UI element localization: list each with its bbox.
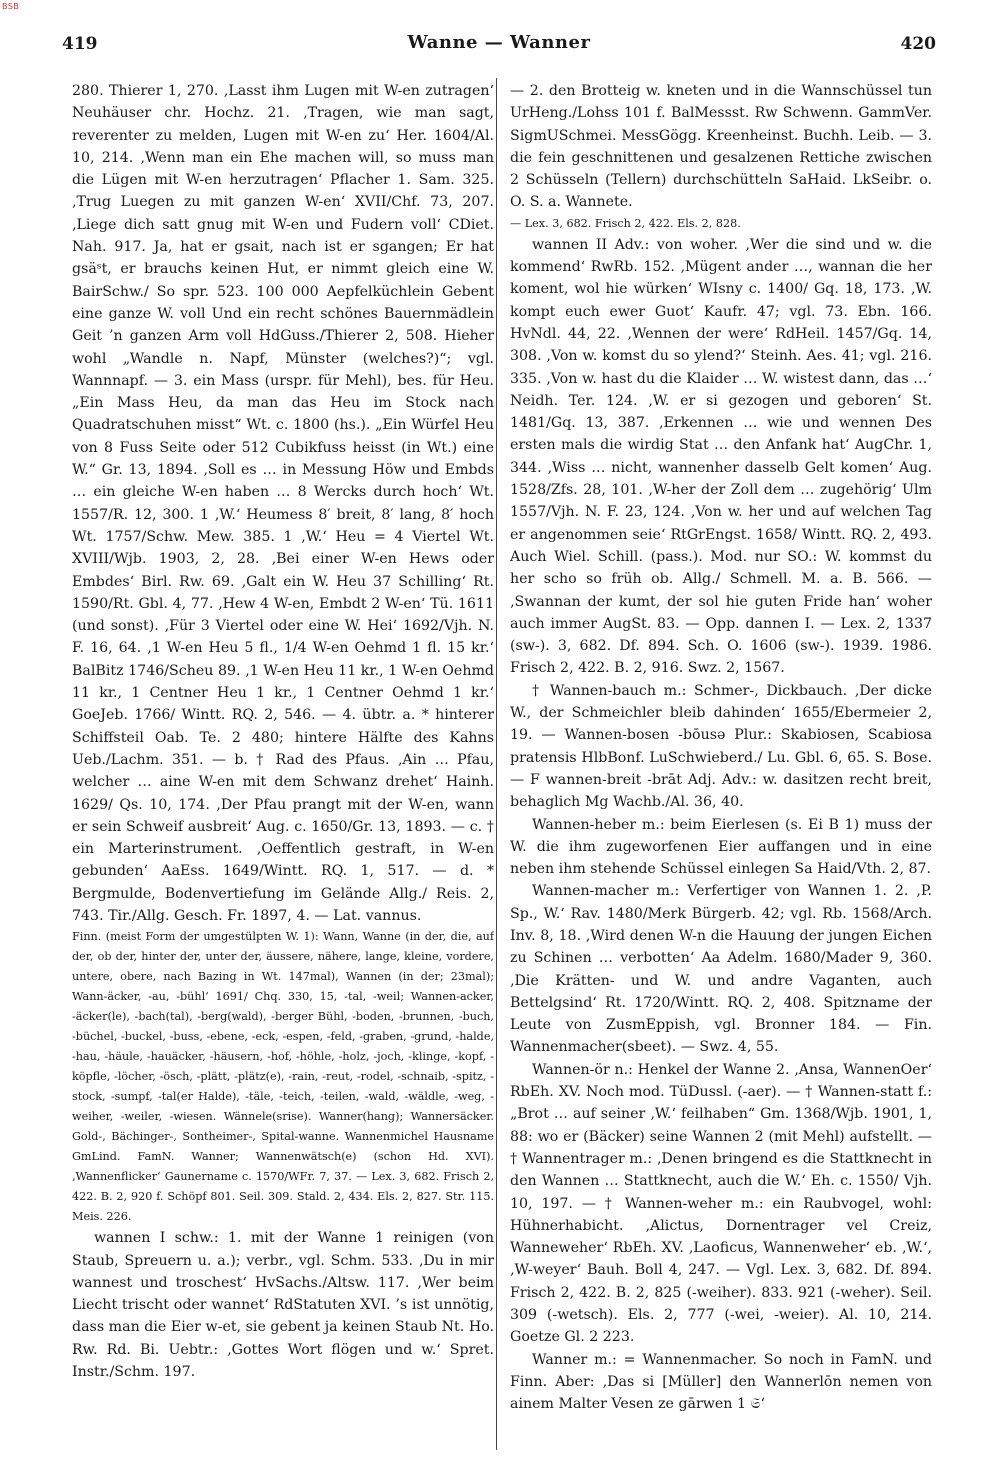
entry-wannen-i: wannen I schw.: 1. mit der Wanne 1 reinigen (von Staub, Spreuern u. a.); verbr., vgl. Schm. 533. ‚Du in mir wannest und troschest‘ HvSachs./Altsw. 117. ‚Wer beim Liecht trischt oder wannet‘ RdStatuten XVI. ’s ist unnötig, dass man die Eier w-et, sie gebent ja keinen Staub Nt. Ho. Rw. Rd. Bi. Uebtr.: ‚Gottes Wort flögen und w.‘ Spret. Instr./Schm. 197. <box>72 1230 494 1381</box>
entry-wannen-macher: Wannen-macher m.: Verfertiger von Wannen 1. 2. ‚P. Sp., W.‘ Rav. 1480/Merk Bürgerb. 42; vgl. Rb. 1568/Arch. Inv. 8, 18. ‚Wird denen W-n die Hauung der jungen Eichen zu Schinen … verbotten‘ Aa Adelm. 1680/Mader 9, 360. ‚Die Krätten- und W. und andre Vaganten, auch Bettelgsind‘ Rt. 1720/Wintt. RQ. 2, 408. Spitzname der Leute von ZusmEppish, vgl. Bronner 184. — Fin. Wannenmacher(sbeet). — Swz. 4, 55. <box>510 883 932 1056</box>
library-stamp: BSB <box>2 2 20 11</box>
column-divider <box>496 78 497 1450</box>
entry-paragraph: — 2. den Brotteig w. kneten und in die Wannschüssel tun UrHeng./Lohss 101 f. BalMessst. Rw Schwenn. GammVer. SigmUSchmei. MessGögg. Kreenheinst. Buchh. Leib. — 3. die fein geschnittenen und gesalzenen Rettiche zwischen 2 Schüsseln (Tellern) durchschütteln SaHaid. LkSeibr. o. O. S. a. Wannete. <box>510 83 932 211</box>
entry-references: Finn. (meist Form der umgestülpten W. 1): Wann, Wanne (in der, die, auf der, ob der, hinter der, unter der, äussere, nähere, lange, kleine, vordere, untere, obere, nach Bazing in Wt. 147mal), Wannen (in der; 23mal); Wann-äcker, -au, -bühl‘ 1691/ Chq. 330, 15, -tal, -weil; Wannen-acker, -äcker(le), -bach(tal), -berg(wald), -berger Bühl, -boden, -brunnen, -buch, -büchel, -buckel, -buss, -ebene, -eck, -espen, -feld, -graben, -grund, -halde, -hau, -häule, -hauäcker, -häusern, -hof, -höhle, -holz, -joch, -klinge, -kopf, -köpfle, -löcher, -ösch, -plätt, -plätz(e), -rain, -reut, -rodel, -schnaib, -spitz, -stock, -sumpf, -tal(er Halde), -täle, -teich, -teilen, -wald, -wäldle, -weg, -weiher, -weiler, -wiesen. Wännele(srise). Wanner(hang); Wannersäcker. Gold-, Bächinger-, Sontheimer-, Spital-wanne. Wannenmichel Hausname GmLind. FamN. Wanner; Wannenwätsch(e) (schon Hd. XVI). ‚Wannenflicker‘ Gaunername c. 1570/WFr. 7, 37. — Lex. 3, 682. Frisch 2, 422. B. 2, 920 f. Schöpf 801. Seil. 309. Stald. 2, 434. Els. 2, 827. Str. 115. Meis. 226. <box>72 930 494 1224</box>
entry-wannen-or: Wannen-ör n.: Henkel der Wanne 2. ‚Ansa, WannenOer‘ RbEh. XV. Noch mod. TüDussl. (-aer). — † Wannen-statt f.: „Brot … auf seiner ‚W.‘ feilhaben“ Gm. 1368/Wjb. 1901, 1, 88: wo er (Bäcker) seine Wannen 2 (mit Mehl) aufstellt. — † Wannentrager m.: ‚Denen bringend es die Stattknecht in den Wannen … Stattknecht, auch die W.‘ Eh. c. 1550/ Vjh. 10, 197. — † Wannen-weher m.: ein Raubvogel, wohl: Hühnerhabicht. ‚Alictus, Dornentrager vel Creiz, Wanneweher‘ RbEh. XV. ‚Laoficus, Wannenweher‘ eb. ‚W.‘, ‚W-weyer‘ Bauh. Boll 4, 247. — Vgl. Lex. 3, 682. Df. 894. Frisch 2, 422. B. 2, 825 (-weiher). 833. 921 (-weher). Seil. 309 (-wetsch). Els. 2, 777 (-wei, -weier). Al. 10, 214. Goetze Gl. 2 223. <box>510 1061 932 1346</box>
running-title: Wanne — Wanner <box>407 32 591 53</box>
entry-paragraph: 280. Thierer 1, 270. ‚Lasst ihm Lugen mit W-en zutragen‘ Neuhäuser chr. Hochz. 21. ‚Tragen, wie man sagt, reverenter zu melden, Lugen mit W-en zu‘ Her. 1604/Al. 10, 214. ‚Wenn man ein Ehe machen will, so muss man die Lügen mit W-en herzutragen‘ Pflacher 1. Sam. 325. ‚Trug Luegen zu mit ganzen W-en‘ XVII/Chf. 73, 207. ‚Liege dich satt gnug mit W-en und Fudern voll‘ CDiet. Nah. 917. Ja, hat er gsait, nach ist er sgangen; Er hat gsäˢt, er brauchs keinen Hut, er nimmt gleich eine W. BairSchw./ So spr. 523. 100 000 Aepfelküchlein Gebent eine ganze W. voll Und ein recht schönes Bauernmädlein Geit ’n ganzen Arm voll HdGuss./Thierer 2, 508. Hieher wohl „Wandle n. Napf, Münster (welches?)“; vgl. Wannnapf. — 3. ein Mass (urspr. für Mehl), bes. für Heu. „Ein Mass Heu, da man das Heu im Stock nach Quadratschuhen misst“ Wt. c. 1800 (hs.). „Ein Würfel Heu von 8 Fuss Seite oder 512 Cubikfuss heisst (in Wt.) eine W.“ Gr. 13, 1894. ‚Soll es … in Messung Höw und Embds … ein gleiche W-en haben … 8 Wercks durch hoch‘ Wt. 1557/R. 12, 300. 1 ‚W.‘ Heumess 8′ breit, 8′ lang, 8′ hoch Wt. 1757/Schw. Mew. 385. 1 ‚W.‘ Heu = 4 Viertel Wt. XVIII/Wjb. 1903, 2, 28. ‚Bei einer W-en Hews oder Embdes‘ Birl. Rw. 69. ‚Galt ein W. Heu 37 Schilling‘ Rt. 1590/Rt. Gbl. 4, 77. ‚Hew 4 W-en, Embdt 2 W-en‘ Tü. 1611 (und sonst). ‚Für 3 Viertel oder eine W. Hei‘ 1692/Vjh. N. F. 16, 64. ‚1 W-en Heu 5 fl., 1/4 W-en Oehmd 1 fl. 15 kr.‘ BalBitz 1746/Scheu 89. ‚1 W-en Heu 11 kr., 1 W-en Oehmd 11 kr., 1 Centner Heu 1 kr., 1 Centner Oehmd 1 kr.‘ GoeJeb. 1766/ Wintt. RQ. 2, 546. — 4. übtr. a. * hinterer Schiffsteil Oab. Te. 2 480; hintere Hälfte des Kahns Ueb./Lachm. 351. — b. † Rad des Pfaus. ‚Ain … Pfau, welcher … aine W-en mit dem Schwanz drehet‘ Hainh. 1629/ Qs. 10, 174. ‚Der Pfau prangt mit der W-en, wann er sein Schweif ausbreit‘ Aug. c. 1650/Gr. 13, 1893. — c. † ein Marterinstrument. ‚Oeffentlich gestraft, in W-en gebunden‘ AaEss. 1649/Wintt. RQ. 1, 517. — d. * Bergmulde, Bodenvertiefung im Gelände Allg./ Reis. 2, 743. Tir./Allg. Gesch. Fr. 1897, 4. — Lat. vannus. <box>72 83 494 924</box>
entry-wanner: Wanner m.: = Wannenmacher. So noch in FamN. und Finn. Aber: ‚Das si [Müller] den Wannerlōn nemen von ainem Malter Vesen ze gārwen 1 𝔖‘ <box>510 1351 932 1413</box>
running-header <box>62 30 936 60</box>
entry-wannen-ii: wannen II Adv.: von woher. ‚Wer die sind und w. die kommend‘ RwRb. 152. ‚Mügent ander …, wannan die her koment, wol hie würken‘ WIsny c. 1400/ Gq. 18, 173. ‚W. kompt euch ewer Guot‘ Kaufr. 47; vgl. 73. Ebn. 166. HvNdl. 44, 22. ‚Wennen der were‘ RdHeil. 1457/Gq. 14, 308. ‚Von w. komst du so ylend?‘ Steinh. Aes. 41; vgl. 216. 335. ‚Von w. hast du die Klaider … W. wistest dann, das …‘ Neidh. Ter. 124. ‚W. er si gezogen und geboren‘ St. 1481/Gq. 13, 387. ‚Erkennen … wie und wennen Des ersten mals die wirdig Stat … den Anfank hat‘ AugChr. 1, 344. ‚Wiss … nicht, wannenher dasselb Gelt komen‘ Aug. 1528/Zfs. 28, 101. ‚W-her der Zoll dem … zugehörig‘ Ulm 1557/Vjh. N. F. 23, 124. ‚Von w. her und auf welchen Tag er angenommen seie‘ RtGrEngst. 1658/ Wintt. RQ. 2, 493. Auch Wiel. Schill. (pass.). Mod. nur SO.: W. kommst du her scho so früh ob. Allg./ Schmell. M. a. B. 566. — ‚Swannan der kumt, der sol hie guten Fride han‘ woher auch immer AugSt. 83. — Opp. dannen I. — Lex. 2, 1337 (sw-). 3, 682. Df. 894. Sch. O. 1606 (sw-). 1939. 1986. Frisch 2, 422. B. 2, 916. Swz. 2, 1567. <box>510 236 932 677</box>
page-number-left: 419 <box>62 34 98 54</box>
right-column <box>510 80 932 1450</box>
entry-wannen-bauch: † Wannen-bauch m.: Schmer-, Dickbauch. ‚Der dicke W., der Schmeichler bleib dahinden‘ 1655/Ebermeier 2, 19. — Wannen-bosen -bōusə Plur.: Skabiosen, Scabiosa pratensis HlbBonf. LuSchwieberd./ Lu. Gbl. 6, 65. S. Bose. — F wannen-breit -brāt Adj. Adv.: w. dasitzen recht breit, behaglich Mg Wachb./Al. 36, 40. <box>510 682 932 811</box>
entry-references: — Lex. 3, 682. Frisch 2, 422. Els. 2, 828. <box>510 216 741 230</box>
page-number-right: 420 <box>900 34 936 54</box>
left-column <box>72 80 494 1450</box>
entry-wannen-heber: Wannen-heber m.: beim Eierlesen (s. Ei B 1) muss der W. die ihm zugeworfenen Eier auffangen und in eine neben ihm stehende Schüssel einlegen Sa Haid/Vth. 2, 87. <box>510 816 932 878</box>
